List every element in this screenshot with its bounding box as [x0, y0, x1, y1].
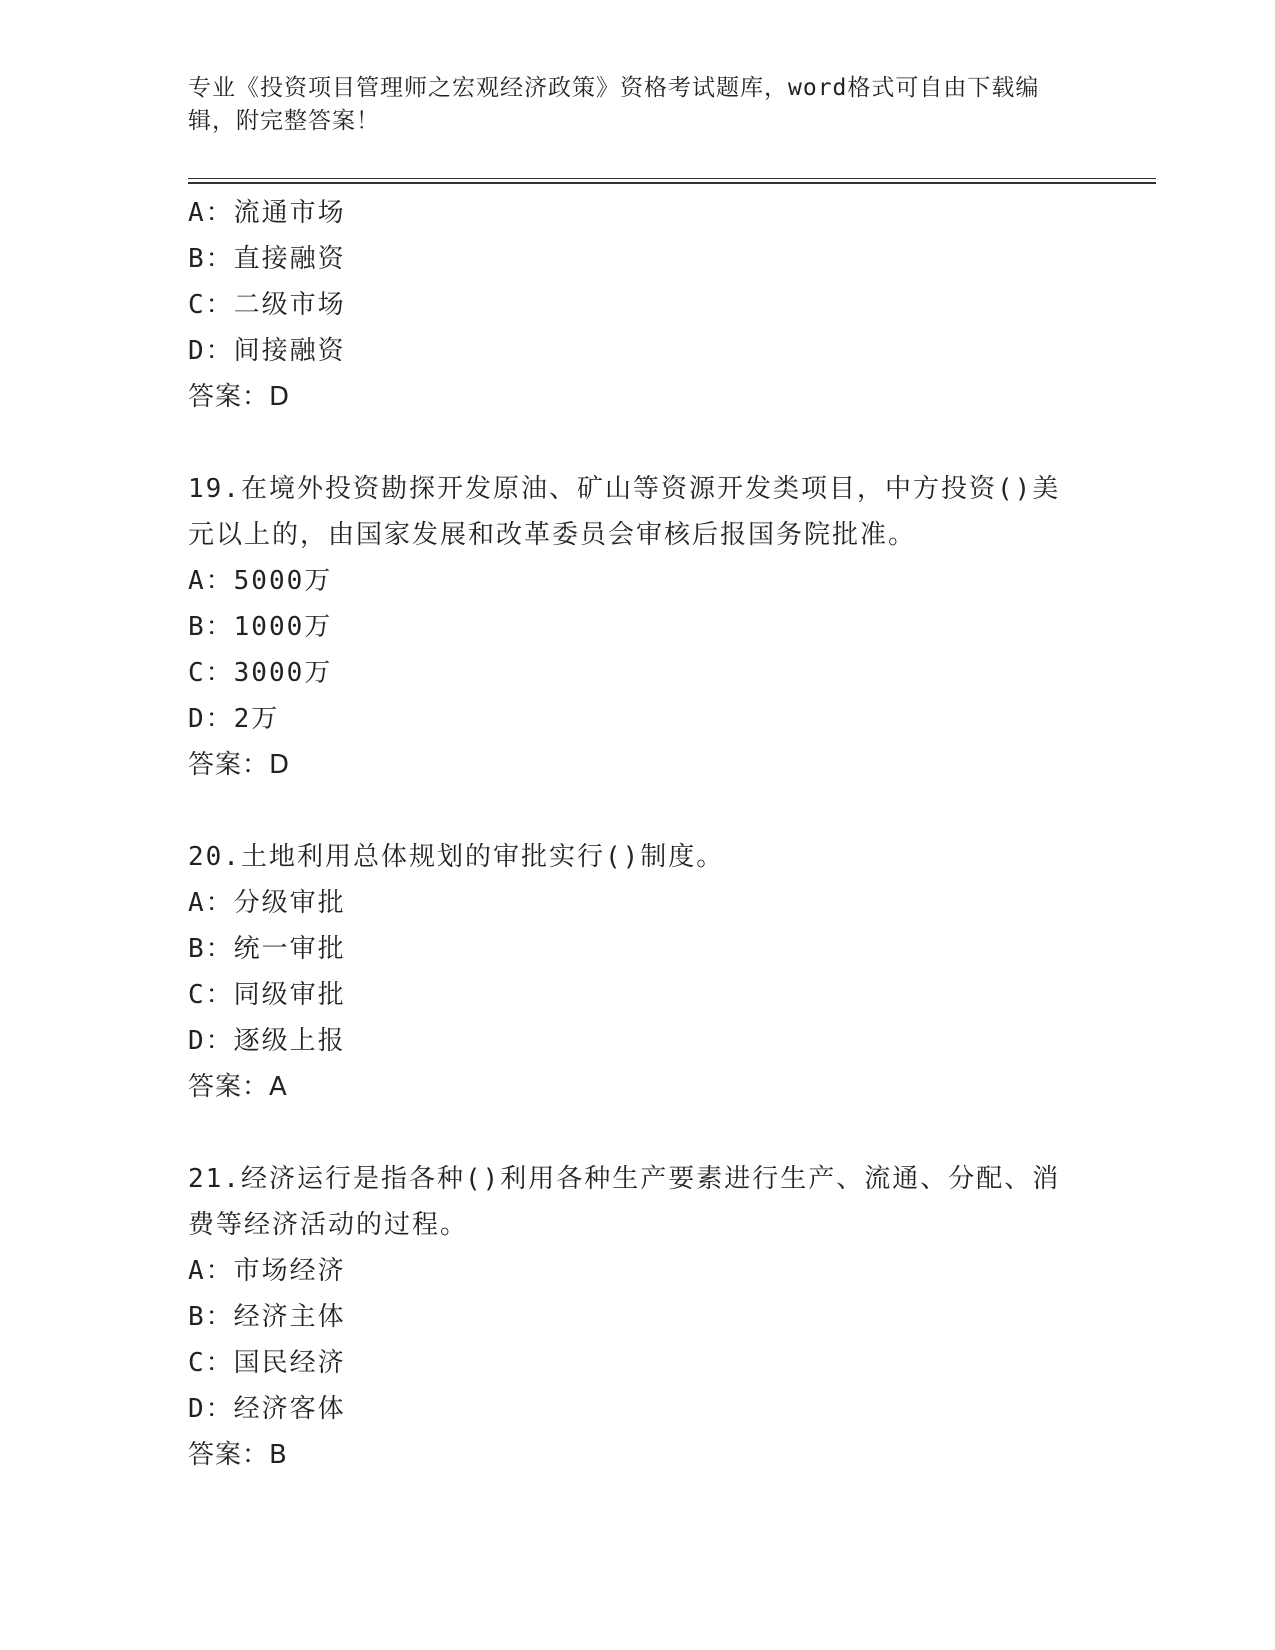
question-21-block [188, 1156, 1088, 1478]
header-rule-thick [188, 182, 1156, 184]
option-d: D：间接融资 [188, 336, 346, 366]
option-b: B：经济主体 [188, 1302, 346, 1332]
spacer [188, 1110, 1088, 1156]
question-20-block [188, 834, 1088, 1110]
spacer [188, 420, 1088, 466]
answer-label: 答案：D [188, 382, 291, 412]
option-a: A：市场经济 [188, 1256, 346, 1286]
header-rule-thin [188, 178, 1156, 179]
spacer [188, 788, 1088, 834]
question-text-line-2: 费等经济活动的过程。 [188, 1210, 469, 1240]
question-18-block [188, 190, 1088, 420]
option-c: C：国民经济 [188, 1348, 346, 1378]
question-text-line-1: 20.土地利用总体规划的审批实行()制度。 [188, 842, 725, 872]
question-19-block [188, 466, 1088, 788]
question-text-line-2: 元以上的，由国家发展和改革委员会审核后报国务院批准。 [188, 520, 917, 550]
option-c: C：同级审批 [188, 980, 346, 1010]
option-a: A：流通市场 [188, 198, 346, 228]
question-list [188, 190, 1088, 1478]
option-d: D：逐级上报 [188, 1026, 346, 1056]
header-line-1: 专业《投资项目管理师之宏观经济政策》资格考试题库，word格式可自由下载编 [188, 75, 1040, 101]
option-b: B：统一审批 [188, 934, 346, 964]
answer-label: 答案：A [188, 1072, 288, 1102]
answer-label: 答案：D [188, 750, 291, 780]
option-d: D：经济客体 [188, 1394, 346, 1424]
question-text-line-1: 19.在境外投资勘探开发原油、矿山等资源开发类项目，中方投资()美 [188, 474, 1061, 504]
question-text-line-1: 21.经济运行是指各种()利用各种生产要素进行生产、流通、分配、消 [188, 1164, 1061, 1194]
answer-label: 答案：B [188, 1440, 288, 1470]
option-c: C：二级市场 [188, 290, 346, 320]
option-a: A：5000万 [188, 566, 333, 596]
option-a: A：分级审批 [188, 888, 346, 918]
header-line-2: 辑，附完整答案！ [188, 108, 380, 134]
page-header [188, 72, 1078, 138]
option-d: D：2万 [188, 704, 280, 734]
option-b: B：直接融资 [188, 244, 346, 274]
option-c: C：3000万 [188, 658, 333, 688]
option-b: B：1000万 [188, 612, 333, 642]
